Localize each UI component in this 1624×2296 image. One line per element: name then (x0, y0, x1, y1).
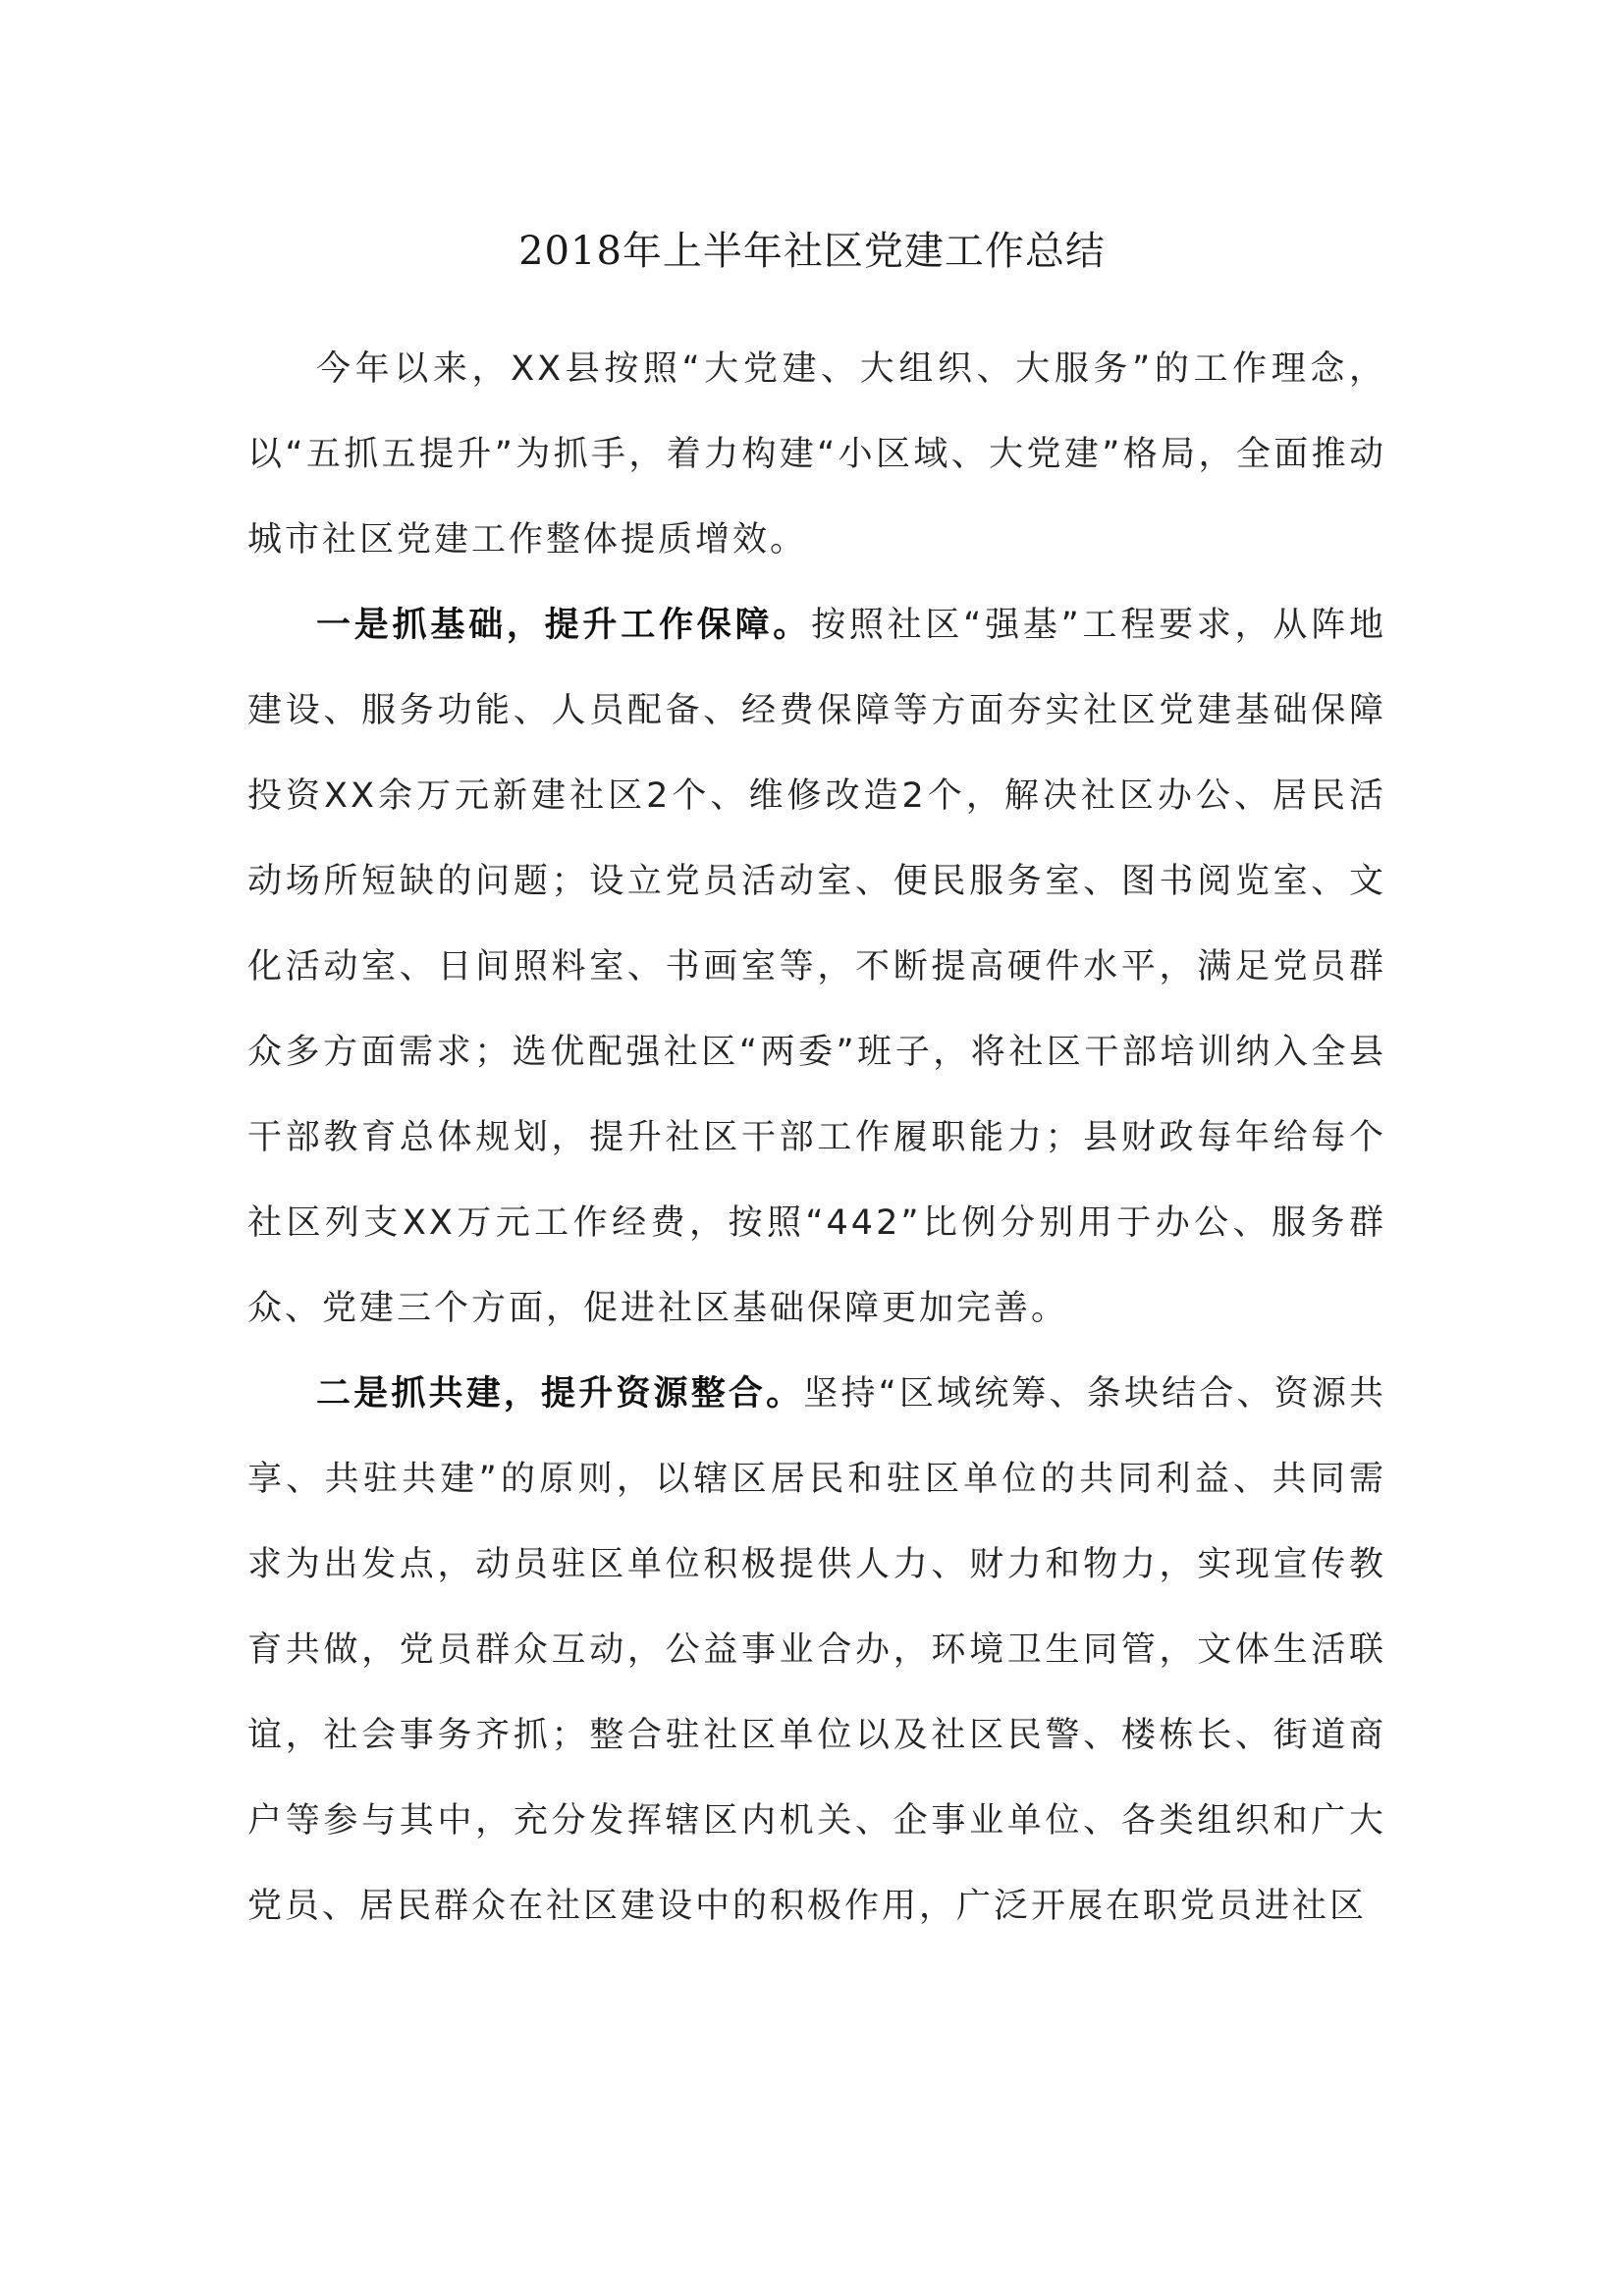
section-two-heading: 二是抓共建，提升资源整合。 (316, 1374, 804, 1414)
intro-paragraph-text: 今年以来，XX县按照“大党建、大组织、大服务”的工作理念，以“五抓五提升”为抓手，着力构建“小区域、大党建”格局，全面推动城市社区党建工作整体提质增效。 (247, 349, 1386, 560)
document-body (247, 327, 1386, 1949)
section-one-text: 按照社区“强基”工程要求，从阵地建设、服务功能、人员配备、经费保障等方面夯实社区党建基础保障投资XX余万元新建社区2个、维修改造2个，解决社区办公、居民活动场所短缺的问题；设立党员活动室、便民服务室、图书阅览室、文化活动室、日间照料室、书画室等，不断提高硬件水平，满足党员群众多方面需求；选优配强社区“两委”班子，将社区干部培训纳入全县干部教育总体规划，提升社区干部工作履职能力；县财政每年给每个社区列支XX万元工作经费，按照“442”比例分别用于办公、服务群众、党建三个方面，促进社区基础保障更加完善。 (247, 606, 1386, 1328)
intro-paragraph (247, 327, 1386, 583)
section-one-paragraph (247, 583, 1386, 1352)
section-two-paragraph (247, 1352, 1386, 1949)
section-two-text: 坚持“区域统筹、条块结合、资源共享、共驻共建”的原则，以辖区居民和驻区单位的共同利益、共同需求为出发点，动员驻区单位积极提供人力、财力和物力，实现宣传教育共做，党员群众互动，公益事业合办，环境卫生同管，文体生活联谊，社会事务齐抓；整合驻社区单位以及社区民警、楼栋长、街道商户等参与其中，充分发挥辖区内机关、企事业单位、各类组织和广大党员、居民群众在社区建设中的积极作用，广泛开展在职党员进社区 (247, 1374, 1386, 1926)
document-title: 2018年上半年社区党建工作总结 (518, 229, 1106, 274)
section-one-heading: 一是抓基础，提升工作保障。 (316, 606, 812, 645)
